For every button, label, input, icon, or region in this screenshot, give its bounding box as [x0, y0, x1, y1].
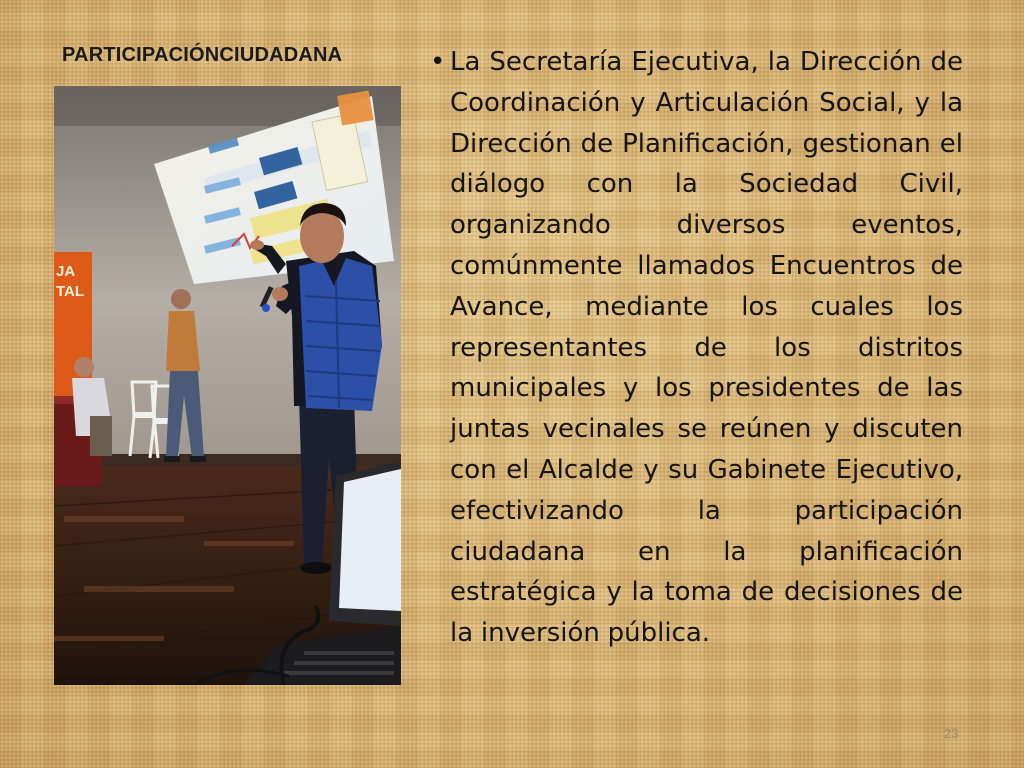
- banner-text-2: TAL: [56, 283, 85, 300]
- slide-title: PARTICIPACIÓNCIUDADANA: [62, 44, 343, 66]
- banner-text-1: JA: [56, 263, 76, 280]
- bullet-paragraph: [430, 42, 963, 654]
- page-number: 23: [944, 726, 959, 741]
- bullet-body-text: La Secretaría Ejecutiva, la Dirección de Coordinación y Articulación Social, y la Dirección de Planificación, gestionan el diálogo con la Sociedad Civil, organizando diversos eventos, comúnmente llamados Encuentros de Avance, mediante los cuales los representantes de los distritos municipales y los presidentes de las juntas vecinales se reúnen y discuten con el Alcalde y su Gabinete Ejecutivo, efectivizando la participación ciudadana en la planificación estratégica y la toma de decisiones de la inversión pública.: [450, 47, 963, 649]
- event-photo: [54, 86, 401, 685]
- bullet-marker: •: [430, 47, 446, 77]
